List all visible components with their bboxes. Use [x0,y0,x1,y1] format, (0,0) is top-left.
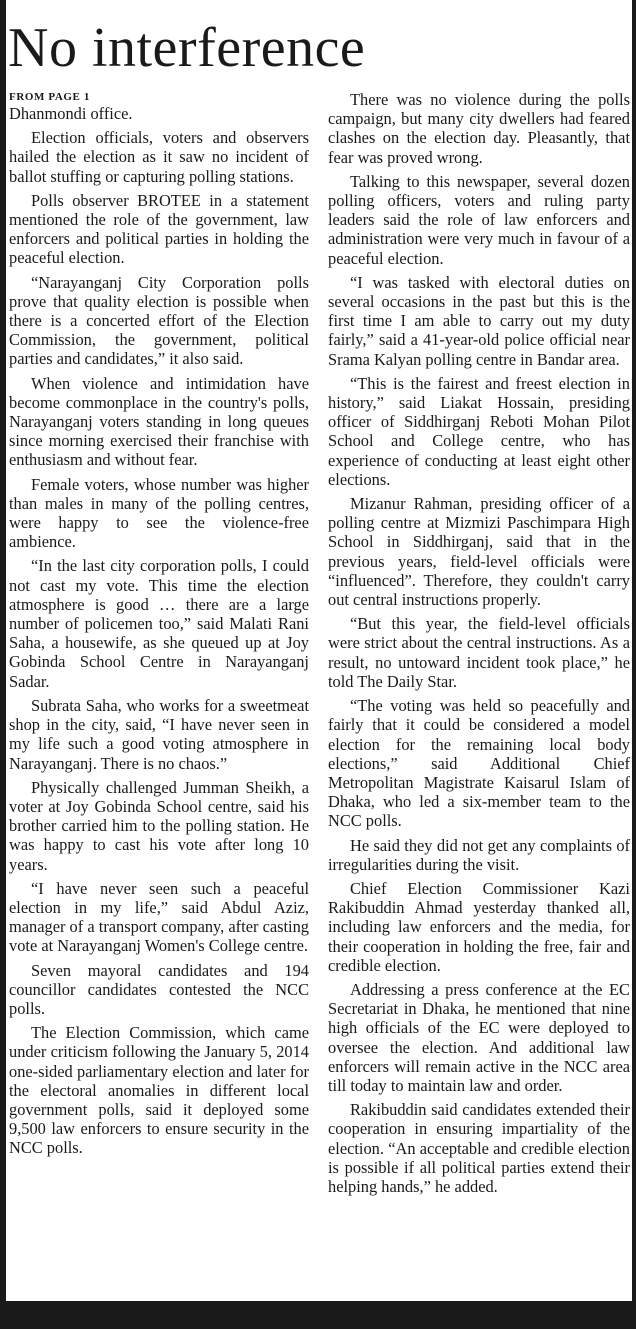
left-border-rule [0,0,6,1329]
paragraph: Addressing a press conference at the EC Secretariat in Dhaka, he mentioned that nine high officials of the EC were deployed to oversee the election. And additional law enforcers will remain active in the NCC area till today to maintain law and order. [328,979,630,1095]
headline: No interference [8,17,366,79]
paragraph: Mizanur Rahman, presiding officer of a polling centre at Mizmizi Paschimpara High School in Siddhirganj, said that in the previous years, field-level officials were “influenced”. Therefore, they couldn't carry out central instructions properly. [328,494,630,610]
paragraph: Dhanmondi office. [9,104,133,123]
paragraph: “I was tasked with electoral duties on several occasions in the past but this is the first time I am able to carry out my duty fairly,” said a 41-year-old police official near Srama Kalyan polling centre in Bandar area. [328,272,630,369]
paragraph: When violence and intimidation have become commonplace in the country's polls, Narayanganj voters standing in long queues since morning exercised their franchise with enthusiasm and without fear. [9,373,309,470]
paragraph: Chief Election Commissioner Kazi Rakibuddin Ahmad yesterday thanked all, including law enforcers and the media, for their cooperation in holding the free, fair and credible election. [328,878,630,975]
paragraph: He said they did not get any complaints of irregularities during the visit. [328,835,630,874]
paragraph: “Narayanganj City Corporation polls prove that quality election is possible when there is a concerted effort of the Election Commission, the government, political parties and candidates,” it also said. [9,272,309,369]
paragraph: “In the last city corporation polls, I could not cast my vote. This time the election atmosphere is good … there are a large number of policemen too,” said Malati Rani Saha, a housewife, as she queued up at Joy Gobinda School Centre in Narayanganj Sadar. [9,556,309,691]
right-column [328,90,630,1201]
paragraph: “I have never seen such a peaceful election in my life,” said Abdul Aziz, manager of a transport company, after casting vote at Narayanganj Women's College centre. [9,878,309,956]
paragraph: “This is the fairest and freest election in history,” said Liakat Hossain, presiding officer of Siddhirganj Reboti Mohan Pilot School and College centre, who has experience of conducting at least eight other elections. [328,373,630,489]
paragraph: Physically challenged Jumman Sheikh, a voter at Joy Gobinda School centre, said his brother carried him to the polling station. He was happy to cast his vote after long 10 years. [9,777,309,874]
paragraph: Rakibuddin said candidates extended their cooperation in ensuring impartiality of the election. “An acceptable and credible election is possible if all political parties extend their helping hands,” he added. [328,1100,630,1196]
jump-kicker: FROM PAGE 1 [9,91,90,103]
paragraph: Subrata Saha, who works for a sweetmeat shop in the city, said, “I have never seen in my life such a good voting atmosphere in Narayanganj. There is no chaos.” [9,695,309,773]
paragraph: Seven mayoral candidates and 194 councillor candidates contested the NCC polls. [9,960,309,1018]
paragraph: “The voting was held so peacefully and fairly that it could be considered a model election for the remaining local body elections,” said Additional Chief Metropolitan Magistrate Kaisarul Islam of Dhaka, who led a six-member team to the NCC polls. [328,696,630,831]
paragraph: The Election Commission, which came under criticism following the January 5, 2014 one-sided parliamentary election and later for the electoral anomalies in different local government polls, said it deployed some 9,500 law enforcers to ensure security in the NCC polls. [9,1023,309,1158]
bottom-border-rule [0,1301,636,1329]
paragraph: Polls observer BROTEE in a statement mentioned the role of the government, law enforcers and political parties in holding the peaceful election. [9,190,309,268]
paragraph: Female voters, whose number was higher than males in many of the polling centres, were happy to see the violence-free ambience. [9,474,309,552]
paragraph: Talking to this newspaper, several dozen polling officers, voters and ruling party leaders said the role of law enforcers and administration were very much in favour of a peaceful election. [328,171,630,268]
paragraph: There was no violence during the polls campaign, but many city dwellers had feared clashes on the election day. Pleasantly, that fear was proved wrong. [328,90,630,167]
left-column [9,90,309,1163]
paragraph: Election officials, voters and observers hailed the election as it saw no incident of ballot stuffing or capturing polling stations. [9,128,309,186]
right-border-rule [632,0,636,1329]
paragraph: “But this year, the field-level officials were strict about the central instructions. As a result, no untoward incident took place,” he told The Daily Star. [328,614,630,691]
